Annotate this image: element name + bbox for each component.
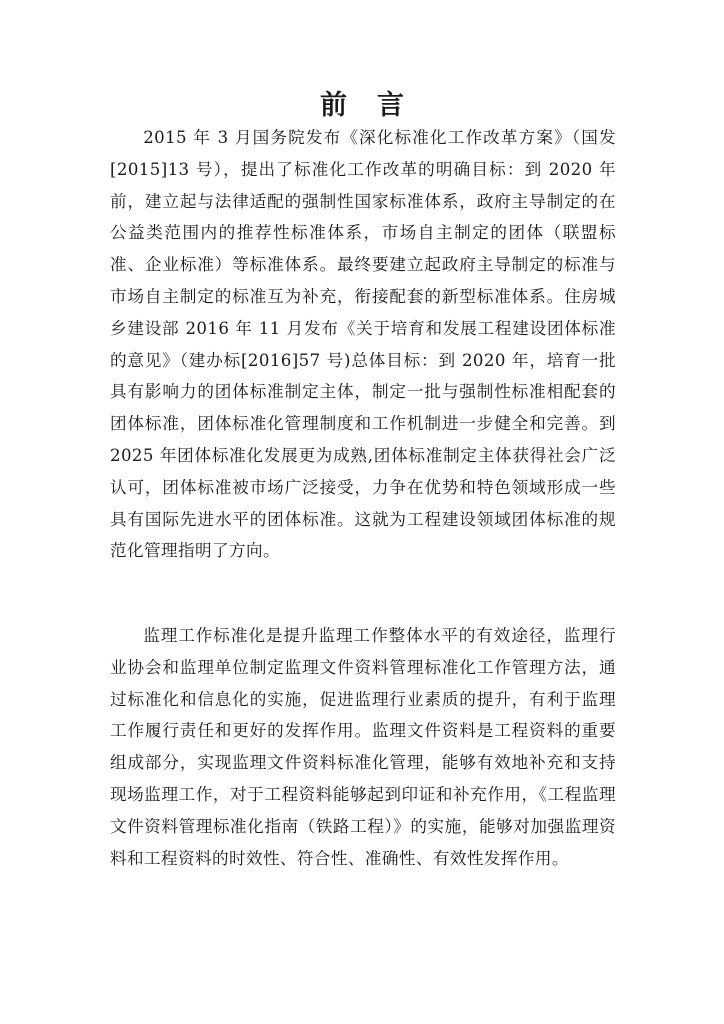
paragraph-supervision-standardization: 监理工作标准化是提升监理工作整体水平的有效途径，监理行业协会和监理单位制定监理文件资料管理标准化工作管理方法，通过标准化和信息化的实施，促进监理行业素质的提升，有利于监理工作履行责任和更好的发挥作用。监理文件资料是工程资料的重要组成部分，实现监理文件资料标准化管理，能够有效地补充和支持现场监理工作，对于工程资料能够起到印证和补充作用，《工程监理文件资料管理标准化指南（铁路工程）》的实施，能够对加强监理资料和工程资料的时效性、符合性、准确性、有效性发挥作用。 bbox=[110, 626, 616, 868]
page-title: 前言 bbox=[320, 90, 434, 121]
paragraph-standardization-reform: 2015 年 3 月国务院发布《深化标准化工作改革方案》（国发[2015]13 号），提出了标准化工作改革的明确目标：到 2020 年前，建立起与法律适配的强制性国家标准体系，政府主导制定的在公益类范围内的推荐性标准体系，市场自主制定的团体（联盟标准、企业标准）等标准体系。最终要建立起政府主导制定的标准与市场自主制定的标准互为补充，衔接配套的新型标准体系。住房城乡建设部 2016 年 11 月发布《关于培育和发展工程建设团体标准的意见》（建办标[2016]57 号)总体目标：到 2020 年，培育一批具有影响力的团体标准制定主体，制定一批与强制性标准相配套的团体标准，团体标准化管理制度和工作机制进一步健全和完善。到 2025 年团体标准化发展更为成熟,团体标准制定主体获得社会广泛认可，团体标准被市场广泛接受，力争在优势和特色领域形成一些具有国际先进水平的团体标准。这就为工程建设领域团体标准的规范化管理指明了方向。 bbox=[110, 128, 616, 561]
